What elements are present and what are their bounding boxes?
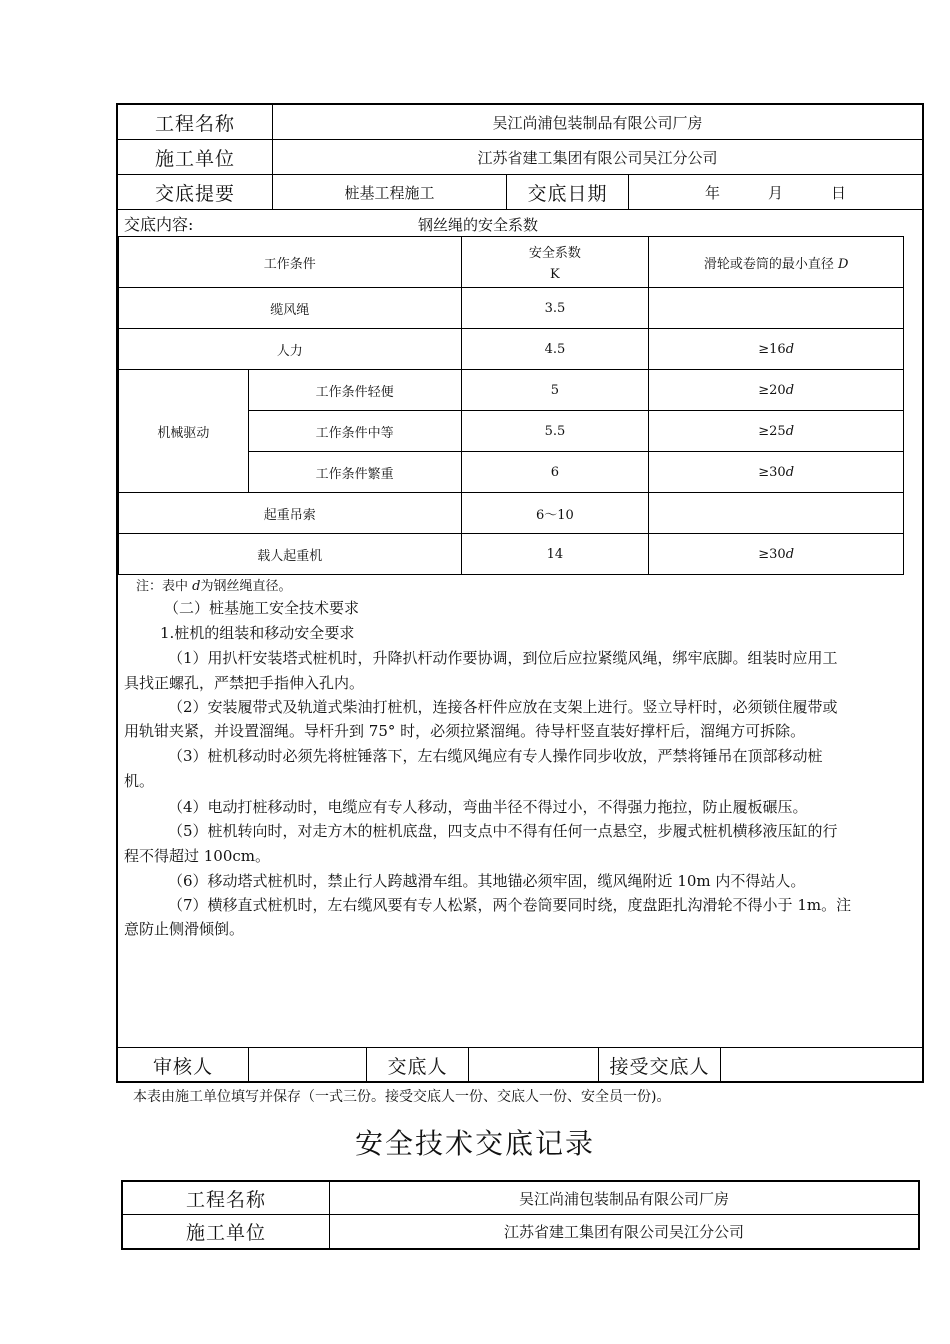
paragraph-7-line2: 意防止侧滑倾倒。 bbox=[124, 920, 245, 938]
summary-row bbox=[118, 175, 922, 210]
condition-cell: 起重吊索 bbox=[119, 493, 462, 534]
project-name-value: 吴江尚浦包装制品有限公司厂房 bbox=[272, 105, 922, 139]
receiver-label: 接受交底人 bbox=[598, 1048, 720, 1083]
diameter-sym: d bbox=[785, 341, 795, 357]
diameter-num: 16 bbox=[769, 341, 786, 357]
ge-sign: ≥ bbox=[758, 546, 770, 562]
factor-cell: 5.5 bbox=[461, 411, 649, 452]
next-page-title: 安全技术交底记录 bbox=[354, 1127, 595, 1160]
paragraph-7-line1: （7）横移直式桩机时，左右缆风要有专人松紧，两个卷筒要同时绕，度盘距扎沟滑轮不得小于 1m。注 bbox=[168, 896, 852, 914]
disclosure-form bbox=[116, 103, 924, 1083]
paragraph-3-line1: （3）桩机移动时必须先将桩锤落下，左右缆风绳应有专人操作同步收放，严禁将锤吊在顶部移动桩 bbox=[168, 747, 823, 765]
factor-cell: 4.5 bbox=[461, 329, 649, 370]
ge-sign: ≥ bbox=[758, 464, 770, 480]
reviewer-label: 审核人 bbox=[152, 1056, 213, 1078]
header-diameter-text: 滑轮或卷筒的最小直径 bbox=[703, 256, 834, 272]
diameter-sym: d bbox=[785, 423, 795, 439]
signature-row bbox=[118, 1047, 922, 1083]
presenter-label: 交底人 bbox=[366, 1048, 468, 1083]
table-header-row bbox=[119, 237, 904, 288]
summary-label: 交底提要 bbox=[154, 182, 235, 205]
table-row bbox=[119, 329, 904, 370]
paragraph-2-line1: （2）安装履带式及轨道式柴油打桩机，连接各杆件应放在支架上进行。竖立导杆时，必须锁住履带或 bbox=[168, 698, 838, 716]
paragraph-2-line2: 用轨钳夹紧，并设置溜绳。导杆升到 75° 时，必须拉紧溜绳。待导杆竖直装好撑杆后，溜绳方可拆除。 bbox=[124, 722, 806, 740]
header-factor bbox=[461, 237, 649, 288]
receiver-field[interactable] bbox=[720, 1048, 922, 1083]
factor-cell: 6～10 bbox=[461, 493, 649, 534]
condition-cell: 载人起重机 bbox=[119, 534, 462, 575]
diameter-sym: d bbox=[785, 464, 795, 480]
diameter-cell bbox=[649, 534, 904, 575]
next-project-name-value: 吴江尚浦包装制品有限公司厂房 bbox=[329, 1182, 918, 1214]
condition-cell: 缆风绳 bbox=[119, 288, 462, 329]
header-factor-line2: K bbox=[550, 267, 560, 282]
diameter-cell bbox=[649, 452, 904, 493]
factor-cell: 3.5 bbox=[461, 288, 649, 329]
factor-cell: 6 bbox=[461, 452, 649, 493]
subsection-title: 1.桩机的组装和移动安全要求 bbox=[160, 624, 355, 642]
table-note bbox=[136, 575, 291, 594]
diameter-num: 25 bbox=[769, 423, 786, 439]
diameter-sym: d bbox=[785, 382, 795, 398]
factor-cell: 5 bbox=[461, 370, 649, 411]
content-label: 交底内容: bbox=[124, 215, 194, 234]
paragraph-4-line1: （4）电动打桩移动时，电缆应有专人移动，弯曲半径不得过小，不得强力拖拉，防止履板碾压。 bbox=[168, 798, 808, 816]
diameter-cell bbox=[649, 288, 904, 329]
diameter-cell bbox=[649, 493, 904, 534]
next-unit-label: 施工单位 bbox=[185, 1222, 266, 1244]
summary-value: 桩基工程施工 bbox=[272, 175, 506, 209]
diameter-cell bbox=[649, 370, 904, 411]
paragraph-3-line2: 机。 bbox=[124, 772, 155, 790]
unit-row bbox=[118, 140, 922, 175]
reviewer-field[interactable] bbox=[248, 1048, 366, 1083]
project-name-label: 工程名称 bbox=[154, 112, 235, 135]
next-unit-row bbox=[123, 1215, 918, 1248]
project-name-row bbox=[118, 105, 922, 140]
diameter-sym: d bbox=[785, 546, 795, 562]
date-value bbox=[628, 175, 922, 209]
next-project-name-row bbox=[123, 1182, 918, 1215]
diameter-num: 30 bbox=[769, 464, 786, 480]
paragraph-5-line2: 程不得超过 100cm。 bbox=[124, 847, 271, 865]
condition-cell: 工作条件轻便 bbox=[248, 370, 461, 411]
diameter-cell bbox=[649, 411, 904, 452]
diameter-num: 20 bbox=[769, 382, 786, 398]
date-day: 日 bbox=[831, 183, 847, 202]
paragraph-5-line1: （5）桩机转向时，对走方木的桩机底盘，四支点中不得有任何一点悬空，步履式桩机横移液压缸的行 bbox=[168, 822, 838, 840]
note-suffix: 为钢丝绳直径。 bbox=[200, 579, 292, 594]
table-row bbox=[119, 493, 904, 534]
note-symbol: d bbox=[192, 579, 201, 594]
paragraph-1-line1: （1）用扒杆安装塔式桩机时，升降扒杆动作要协调，到位后应拉紧缆风绳，绑牢底脚。组装时应用工 bbox=[168, 649, 838, 667]
factor-cell: 14 bbox=[461, 534, 649, 575]
date-label: 交底日期 bbox=[506, 175, 628, 209]
date-month: 月 bbox=[767, 183, 783, 202]
next-page-form bbox=[121, 1180, 920, 1250]
presenter-field[interactable] bbox=[468, 1048, 598, 1083]
table-row bbox=[119, 370, 904, 411]
date-year: 年 bbox=[704, 183, 720, 202]
diameter-num: 30 bbox=[769, 546, 786, 562]
next-project-name-label: 工程名称 bbox=[185, 1188, 266, 1211]
table-row bbox=[119, 534, 904, 575]
header-diameter bbox=[649, 237, 904, 288]
header-factor-line1: 安全系数 bbox=[528, 246, 581, 261]
unit-value: 江苏省建工集团有限公司吴江分公司 bbox=[272, 140, 922, 174]
ge-sign: ≥ bbox=[758, 382, 770, 398]
diameter-cell bbox=[649, 329, 904, 370]
table-title: 钢丝绳的安全系数 bbox=[418, 216, 539, 234]
ge-sign: ≥ bbox=[758, 341, 770, 357]
ge-sign: ≥ bbox=[758, 423, 770, 439]
paragraph-6-line1: （6）移动塔式桩机时，禁止行人跨越滑车组。其地锚必须牢固，缆风绳附近 10m 内不得站人。 bbox=[168, 872, 806, 890]
header-condition: 工作条件 bbox=[119, 237, 462, 288]
group-cell: 机械驱动 bbox=[119, 370, 249, 493]
footer-note: 本表由施工单位填写并保存（一式三份。接受交底人一份、交底人一份、安全员一份)。 bbox=[133, 1089, 671, 1105]
next-unit-value: 江苏省建工集团有限公司吴江分公司 bbox=[329, 1215, 918, 1248]
table-row bbox=[119, 288, 904, 329]
unit-label: 施工单位 bbox=[154, 147, 235, 170]
condition-cell: 工作条件繁重 bbox=[248, 452, 461, 493]
section-title: （二）桩基施工安全技术要求 bbox=[164, 599, 360, 617]
condition-cell: 人力 bbox=[119, 329, 462, 370]
condition-cell: 工作条件中等 bbox=[248, 411, 461, 452]
paragraph-1-line2: 具找正螺孔，严禁把手指伸入孔内。 bbox=[124, 674, 365, 692]
safety-factor-table bbox=[118, 236, 904, 575]
header-diameter-symbol: D bbox=[838, 256, 849, 272]
note-prefix: 注：表中 bbox=[136, 579, 193, 594]
